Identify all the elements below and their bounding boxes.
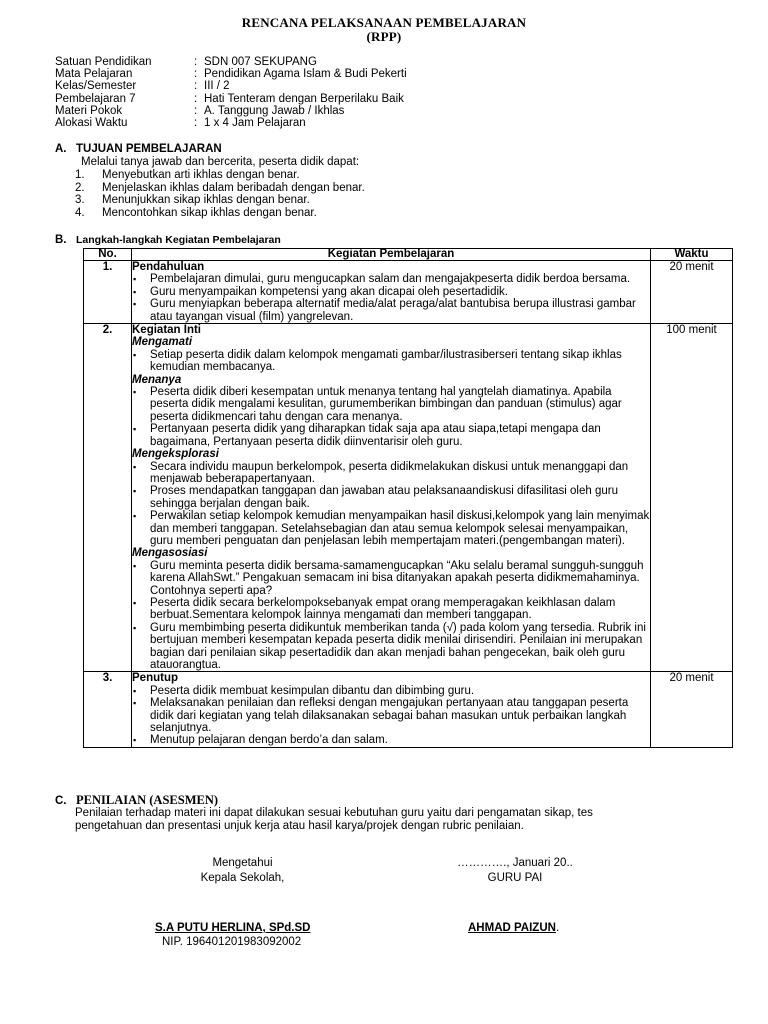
activity-list bbox=[132, 685, 650, 747]
info-label: Mata Pelajaran bbox=[55, 68, 133, 81]
info-value: A. Tanggung Jawab / Ikhlas bbox=[204, 104, 345, 117]
info-colon: : bbox=[194, 104, 198, 117]
info-label: Materi Pokok bbox=[55, 104, 123, 117]
document-title: RENCANA PELAKSANAAN PEMBELAJARAN bbox=[241, 15, 527, 30]
table-header-row bbox=[84, 249, 733, 261]
section-title: TUJUAN PEMBELAJARAN bbox=[76, 143, 222, 155]
bullet-icon: ▪ bbox=[133, 424, 137, 435]
info-value: SDN 007 SEKUPANG bbox=[204, 56, 317, 68]
item-text: Mencontohkan sikap ikhlas dengan benar. bbox=[102, 206, 317, 219]
row-number: 3. bbox=[84, 672, 132, 747]
subphase-title: Mengamati bbox=[132, 336, 193, 349]
item-text: Menyebutkan arti ikhlas dengan benar. bbox=[102, 169, 300, 181]
section-b-heading bbox=[55, 234, 281, 246]
row-number: 2. bbox=[84, 324, 132, 672]
phase-title: Kegiatan Inti bbox=[132, 324, 202, 337]
row-number: 1. bbox=[84, 261, 132, 324]
info-colon: : bbox=[194, 116, 198, 129]
info-label: Pembelajaran 7 bbox=[55, 92, 136, 105]
info-label: Alokasi Waktu bbox=[55, 116, 128, 129]
item-text: Menutup pelajaran dengan berdo’a dan salam. bbox=[150, 734, 388, 747]
phase-title: Penutup bbox=[132, 672, 178, 685]
document-subtitle: (RPP) bbox=[366, 29, 402, 44]
item-text: Guru menyiapkan beberapa alternatif media/alat peraga/alat bantubisa berupa illustrasi gambar atau tayangan visual (film) yangrelevan. bbox=[150, 298, 636, 323]
table-row bbox=[84, 324, 733, 672]
list-item bbox=[132, 386, 650, 423]
assessment-line-1: Penilaian terhadap materi ini dapat dilakukan sesuai kebutuhan guru yaitu dari pengamatan sikap, tes bbox=[75, 807, 593, 819]
item-text: Proses mendapatkan tanggapan dan jawaban atau pelaksanaandiskusi difasilitasi oleh guru sehingga berjalan dengan baik. bbox=[150, 485, 618, 510]
teacher-name-suffix: . bbox=[555, 922, 560, 934]
signature-left-line2: Kepala Sekolah, bbox=[200, 872, 285, 884]
list-item bbox=[132, 286, 650, 298]
row-activities bbox=[132, 261, 651, 324]
item-text: Pembelajaran dimulai, guru mengucapkan salam dan mengajakpeserta didik berdoa bersama. bbox=[150, 273, 631, 286]
item-text: Menunjukkan sikap ikhlas dengan benar. bbox=[102, 194, 310, 207]
list-item bbox=[132, 461, 650, 486]
bullet-icon: ▪ bbox=[133, 685, 137, 696]
row-duration: 20 menit bbox=[651, 261, 733, 324]
info-colon: : bbox=[194, 56, 198, 68]
bullet-icon: ▪ bbox=[133, 349, 137, 360]
bullet-icon: ▪ bbox=[133, 511, 137, 522]
teacher-name: AHMAD PAIZUN bbox=[468, 922, 556, 934]
list-item bbox=[132, 298, 650, 323]
bullet-icon: ▪ bbox=[133, 274, 137, 285]
list-item bbox=[132, 734, 650, 746]
item-number: 2. bbox=[75, 181, 85, 194]
section-title: Langkah-langkah Kegiatan Pembelajaran bbox=[76, 234, 281, 246]
bullet-icon: ▪ bbox=[133, 461, 137, 472]
section-letter: A. bbox=[55, 143, 67, 155]
list-item bbox=[132, 423, 650, 448]
subphase-title: Mengasosiasi bbox=[132, 547, 208, 560]
item-number: 3. bbox=[75, 194, 85, 207]
headmaster-nip: NIP. 196401201983092002 bbox=[162, 936, 302, 948]
section-title: PENILAIAN (ASESMEN) bbox=[76, 793, 219, 807]
info-colon: : bbox=[194, 68, 198, 81]
headmaster-name: S.A PUTU HERLINA, SPd.SD bbox=[155, 922, 311, 934]
activity-list bbox=[132, 461, 650, 548]
list-item bbox=[132, 273, 650, 285]
item-text: Peserta didik secara berkelompoksebanyak empat orang memperagakan keikhlasan dalam berbuat.Sementara kelompok lainnya mengamati dan memberi tanggapan. bbox=[150, 596, 616, 622]
item-number: 1. bbox=[75, 169, 85, 181]
list-item bbox=[132, 622, 650, 672]
row-activities bbox=[132, 672, 651, 747]
teacher-signature bbox=[468, 922, 559, 934]
item-text: Guru menyampaikan kompetensi yang akan dicapai oleh pesertadidik. bbox=[150, 285, 508, 298]
info-colon: : bbox=[194, 80, 198, 93]
list-item bbox=[132, 510, 650, 547]
row-duration: 100 menit bbox=[651, 324, 733, 672]
item-text: Peserta didik membuat kesimpulan dibantu dan dibimbing guru. bbox=[150, 684, 475, 697]
info-value: Hati Tenteram dengan Berperilaku Baik bbox=[204, 92, 404, 105]
row-activities bbox=[132, 324, 651, 672]
list-item bbox=[132, 560, 650, 597]
signature-left-line1: Mengetahui bbox=[212, 857, 273, 869]
header-no: No. bbox=[84, 249, 132, 261]
item-number: 4. bbox=[75, 206, 85, 219]
info-label: Satuan Pendidikan bbox=[55, 56, 152, 68]
item-text: Pertanyaan peserta didik yang diharapkan tidak saja apa atau siapa,tetapi mengapa dan bagaimana, Pertanyaan peserta didik diinventarisir oleh guru. bbox=[150, 423, 601, 448]
subphase-title: Menanya bbox=[132, 373, 182, 386]
bullet-icon: ▪ bbox=[133, 486, 137, 497]
section-letter: B. bbox=[55, 234, 67, 246]
header-waktu: Waktu bbox=[651, 249, 733, 261]
info-value: 1 x 4 Jam Pelajaran bbox=[204, 116, 306, 129]
table-row bbox=[84, 672, 733, 747]
bullet-icon: ▪ bbox=[133, 698, 137, 709]
list-item bbox=[132, 697, 650, 734]
signature-right-line1: …………., Januari 20.. bbox=[457, 857, 573, 869]
bullet-icon: ▪ bbox=[133, 622, 137, 633]
item-text: Secara individu maupun berkelompok, peserta didikmelakukan diskusi untuk menanggapi dan menjawab beberapapertanyaan. bbox=[150, 460, 629, 485]
phase-title: Pendahuluan bbox=[132, 261, 205, 273]
item-text: Guru membimbing peserta didikuntuk memberikan tanda (√) pada kolom yang tersedia. Rubrik ini bertujuan memberi kesempatan kepada peserta didik menilai dirisendiri. Penilaian ini merupakan bagian dari penilaian sikap pesertadidik dan akan menjadi bahan pengecekan, baik oleh guru atauorangtua. bbox=[150, 621, 646, 671]
activity-list bbox=[132, 386, 650, 448]
assessment-line-2: pengetahuan dan presentasi unjuk kerja atau hasil karya/projek dengan rubric penilaian. bbox=[75, 820, 524, 832]
section-a-intro: Melalui tanya jawab dan bercerita, peserta didik dapat: bbox=[81, 156, 360, 168]
bullet-icon: ▪ bbox=[133, 560, 137, 571]
signature-right-line2: GURU PAI bbox=[487, 872, 543, 884]
subphase-title: Mengeksplorasi bbox=[132, 448, 219, 461]
activity-table bbox=[83, 248, 733, 748]
info-colon: : bbox=[194, 92, 198, 105]
bullet-icon: ▪ bbox=[133, 735, 137, 746]
item-text: Peserta didik diberi kesempatan untuk menanya tentang hal yangtelah diamatinya. Apabila peserta didik mengalami kesulitan, gurumemberikan bimbingan dan panduan (stimulus) agar peserta didikmencari tahu dengan cara menanya. bbox=[150, 386, 622, 423]
section-letter: C. bbox=[55, 795, 67, 807]
section-c-heading bbox=[55, 793, 218, 808]
item-text: Setiap peserta didik dalam kelompok mengamati gambar/ilustrasiberseri tentang sikap ikhlas kemudian membacanya. bbox=[150, 348, 622, 374]
list-item bbox=[132, 597, 650, 622]
item-text: Melaksanakan penilaian dan refleksi dengan mengajukan pertanyaan atau tanggapan peserta didik dari kegiatan yang telah dilaksanakan sebagai bahan masukan untuk perbaikan langkah selanjutnya. bbox=[150, 697, 629, 735]
list-item bbox=[132, 685, 650, 697]
info-value: III / 2 bbox=[204, 80, 230, 93]
table-row bbox=[84, 261, 733, 324]
item-text: Guru meminta peserta didik bersama-samamengucapkan “Aku selalu beramal sungguh-sungguh karena AllahSwt.” Pengakuan semacam ini bisa ditanyakan apakah peserta didikmemahaminya. Contohnya seperti apa? bbox=[150, 559, 644, 597]
item-text: Perwakilan setiap kelompok kemudian menyampaikan hasil diskusi,kelompok yang lain menyimak dan memberi tanggapan. Setelahsebagian dan atau semua kelompok selesai menyampaikan, guru memberi penguatan dan penjelasan lebih mempertajam materi.(pengembangan materi). bbox=[150, 510, 650, 547]
section-a-heading bbox=[55, 143, 222, 155]
row-duration: 20 menit bbox=[651, 672, 733, 747]
bullet-icon: ▪ bbox=[133, 387, 137, 398]
list-item bbox=[132, 349, 650, 374]
activity-list bbox=[132, 273, 650, 323]
bullet-icon: ▪ bbox=[133, 299, 137, 310]
item-text: Menjelaskan ikhlas dalam beribadah dengan benar. bbox=[102, 181, 365, 194]
activity-list bbox=[132, 560, 650, 672]
info-value: Pendidikan Agama Islam & Budi Pekerti bbox=[204, 68, 407, 81]
list-item bbox=[132, 485, 650, 510]
bullet-icon: ▪ bbox=[133, 597, 137, 608]
header-kegiatan: Kegiatan Pembelajaran bbox=[132, 249, 651, 261]
activity-list bbox=[132, 349, 650, 374]
info-label: Kelas/Semester bbox=[55, 80, 137, 93]
bullet-icon: ▪ bbox=[133, 286, 137, 297]
